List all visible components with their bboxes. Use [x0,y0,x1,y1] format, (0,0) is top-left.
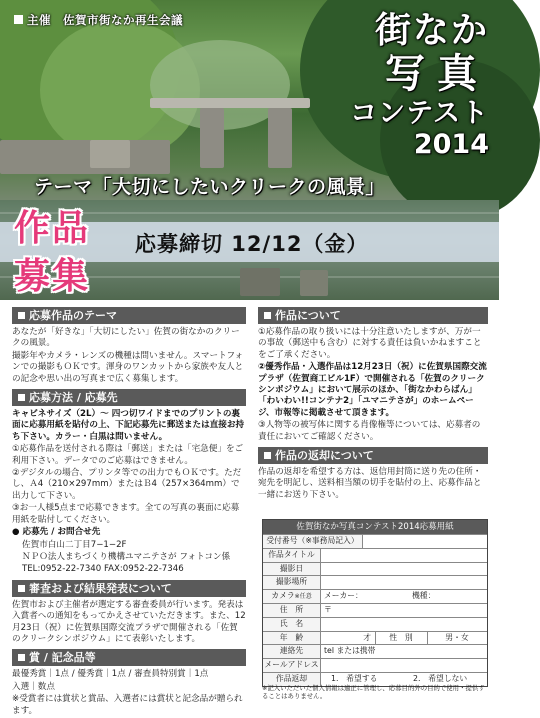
contact-label: ● 応募先 / お問合せ先 [12,527,101,538]
theme-text [12,327,246,385]
bridge-pillar [268,108,292,168]
form-row-date: 撮影日 [263,562,487,576]
section-judge-head: 審査および結果発表について [12,580,246,597]
contest-title [350,10,489,160]
form-number-field[interactable] [363,535,487,548]
deadline-text: 応募締切 12/12（金） [135,232,369,256]
form-row-place: 撮影場所 [263,575,487,589]
contact-address: 佐賀市白山二丁目7−1−2F [22,539,127,550]
prize-list: 入選｜数点 [12,681,55,692]
theme-paragraph: あなたが「好きな」「大切にしたい」佐賀の街なかのクリークの風景。 [12,327,240,349]
stone-block [240,268,280,296]
judge-paragraph: 佐賀市および主催者が選定する審査委員が行います。発表は入賞者への通知をもってかえさせていただきます。また、12月23日（祝）に佐賀県国際交流プラザで開催される「佐賀のクリークシンポジウム」にて表彰いたします。 [12,599,246,644]
section-method-head: 応募方法 / 応募先 [12,389,246,406]
hero-photo [0,0,499,300]
bridge-stone [150,98,310,108]
right-column [258,307,488,502]
rule-3: ③お一人様5点まで応募できます。全ての写真の裏面に応募用紙を貼付してください。 [12,503,240,525]
form-title-field[interactable] [321,549,487,562]
about-2: ②優秀作品・入選作品は12月23日（祝）に佐賀県国際交流プラザ（佐賀商工ビル1F）で開催される「佐賀のクリークシンポジウム」において展示のほか、「街なかわらばん」「わいわい!!コンテナ2」「ユマニテさが」のホームページ、市報等に掲載させて頂きます。 [258,362,487,418]
form-row-address: 住 所 〒 [263,603,487,617]
form-place-field[interactable] [321,576,487,589]
section-return-head: 作品の返却について [258,447,488,464]
rule-2: ②デジタルの場合、プリンタ等での出力でもＯＫです。ただし、Ａ4（210×297mm）またはＢ4（257×364mm）で出力して下さい。 [12,468,242,501]
contact-organization: ＮＰＯ法人まちづくり機構ユマニテさが フォトコン係 [22,551,231,562]
form-date-field[interactable] [321,563,487,576]
form-email-field[interactable] [321,659,487,672]
form-name-field[interactable] [321,618,487,631]
section-about-head: 作品について [258,307,488,324]
about-1: ①応募作品の取り扱いには十分注意いたしますが、万が一の事故（郵送中も含む）に対する責任は負いかねますことをご了承ください。 [258,327,482,360]
form-row-age: 年 齢 才 性 別 男・女 [263,631,487,645]
left-column [12,307,246,718]
section-prize-head: 賞 / 記念品等 [12,649,246,666]
print-size-text: キャビネサイズ（2L）～ 四つ切ワイドまでのプリントの裏面に応募用紙を貼付の上、下記応募先に郵送または直接お持ち下さい。カラー・白黒は問いません。 [12,409,245,442]
method-text [12,409,246,576]
return-paragraph: 作品の返却を希望する方は、返信用封筒に送り先の住所・宛先を明記し、送料相当額の切手を貼付の上、応募作品と一緒にお送り下さい。 [258,467,482,500]
judge-text [12,600,246,646]
prize-text [12,669,246,717]
form-title: 佐賀街なか写真コンテスト2014応募用紙 [263,520,487,534]
organizer-label [14,12,183,28]
form-privacy-note: ※記入いただいた個人情報は適正に管理し、応募目的外の目的で使用・提供することはありません。 [262,684,485,700]
form-row-return: 作品返却 1. 希望する 2. 希望しない [263,672,487,686]
theme-banner: テーマ「大切にしたいクリークの風景」 [34,176,386,198]
organizer-text: 主催 佐賀市街なか再生会議 [27,13,183,27]
section-theme-head: 応募作品のテーマ [12,307,246,324]
prize-list: 最優秀賞｜1点 / 優秀賞｜1点 / 審査員特別賞｜1点 [12,669,209,680]
stone-block [300,270,328,296]
return-option-no[interactable]: 2. 希望しない [413,673,468,683]
form-row-number: 受付番号（※事務局記入） [263,534,487,548]
form-age-field[interactable]: 才 性 別 男・女 [321,632,487,645]
about-3: ③人物等の被写体に関する肖像権等については、応募者の責任においてご確認ください。 [258,420,481,442]
form-address-field[interactable]: 〒 [324,604,332,614]
form-row-title: 作品タイトル [263,548,487,562]
title-machinaka: 街なか [374,10,489,51]
title-year: 2014 [413,129,489,160]
form-row-email: メールアドレス [263,658,487,672]
bridge-pillar [200,108,224,168]
form-contact-field[interactable]: tel または携帯 [324,646,376,656]
theme-paragraph: 撮影年やカメラ・レンズの機種は問いません。スマートフォンでの撮影もＯＫです。渾身のワンカットから家族や友人との記念や思い出の写真まで広く募集します。 [12,350,244,384]
contact-phone: TEL:0952-22-7340 FAX:0952-22-7346 [22,564,184,575]
about-text [258,327,488,443]
form-row-camera: カメラ※任意 メーカー： 機種： [263,589,487,603]
stone-wall [90,140,130,168]
rule-1: ①応募作品を送付される際は「郵送」または「宅急便」をご利用下さい。データでのご応募はできません。 [12,444,244,466]
sakuhin-heading: 作品 [14,208,91,249]
boshu-heading: 募集 [14,256,91,297]
return-text [258,467,488,501]
form-row-contact: 連絡先 tel または携帯 [263,644,487,658]
return-option-yes[interactable]: 1. 希望する [331,673,378,683]
form-camera-field[interactable]: メーカー： 機種： [324,591,436,601]
title-shashin: 写真 [385,51,489,97]
entry-form [262,519,488,687]
stone-wall [0,140,170,174]
title-contest: コンテスト [350,98,489,129]
prize-note: ※受賞者には賞状と賞品、入選者には賞状と記念品が贈られます。 [12,694,243,716]
form-row-name: 氏 名 [263,617,487,631]
